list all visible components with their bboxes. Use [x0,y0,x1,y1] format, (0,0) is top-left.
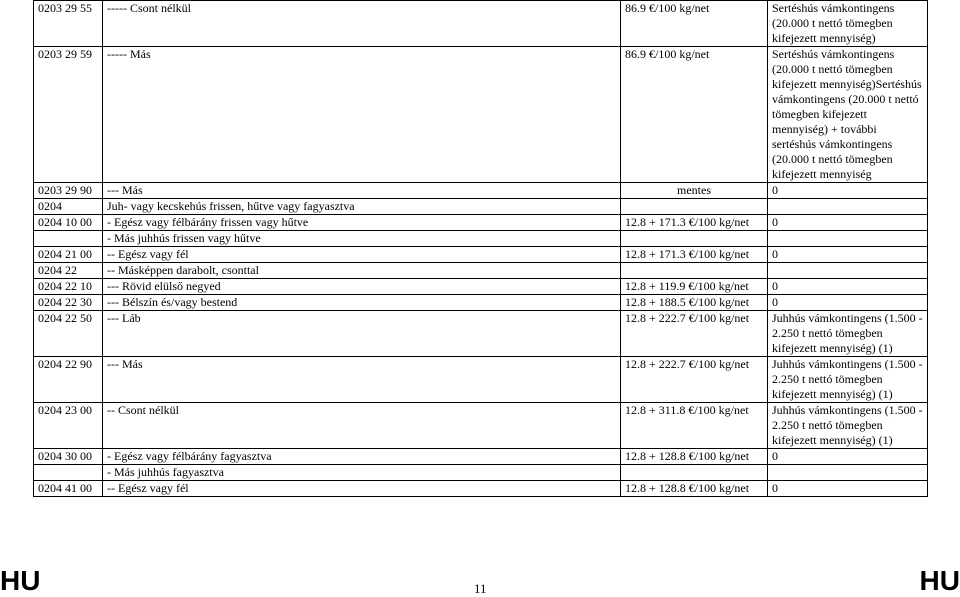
row-note: 0 [768,247,928,263]
table-row [34,183,928,199]
row-code: 0204 22 [34,263,103,279]
row-rate: 12.8 + 171.3 €/100 kg/net [621,215,768,231]
table-row [34,199,928,215]
row-rate: 86.9 €/100 kg/net [621,47,768,183]
row-code: 0203 29 55 [34,1,103,47]
row-description: - Más juhhús fagyasztva [103,465,621,481]
tariff-table [33,0,928,497]
tariff-table-body [34,1,928,497]
table-row [34,465,928,481]
table-row [34,231,928,247]
row-description: Juh- vagy kecskehús frissen, hűtve vagy fagyasztva [103,199,621,215]
row-note [768,231,928,247]
row-description: -- Egész vagy fél [103,481,621,497]
row-note: Sertéshús vámkontingens (20.000 t nettó tömegben kifejezett mennyiség) [768,1,928,47]
row-code [34,465,103,481]
row-code [34,231,103,247]
row-rate: 12.8 + 188.5 €/100 kg/net [621,295,768,311]
footer-country-label-right: HU [919,565,960,596]
footer-country-label-left: HU [0,565,41,596]
page-number: 11 [474,581,487,596]
row-note [768,263,928,279]
table-row [34,449,928,465]
row-description: ----- Csont nélkül [103,1,621,47]
row-note [768,465,928,481]
table-row [34,279,928,295]
row-code: 0204 30 00 [34,449,103,465]
row-code: 0204 22 10 [34,279,103,295]
row-code: 0204 22 30 [34,295,103,311]
row-rate: 12.8 + 128.8 €/100 kg/net [621,481,768,497]
table-row [34,481,928,497]
table-row [34,47,928,183]
row-description: - Egész vagy félbárány frissen vagy hűtve [103,215,621,231]
row-note: 0 [768,279,928,295]
row-description: --- Más [103,183,621,199]
table-row [34,403,928,449]
row-code: 0204 23 00 [34,403,103,449]
table-row [34,311,928,357]
row-code: 0204 22 90 [34,357,103,403]
row-description: --- Bélszín és/vagy bestend [103,295,621,311]
row-note: 0 [768,449,928,465]
row-note: 0 [768,295,928,311]
row-description: -- Csont nélkül [103,403,621,449]
row-rate: 86.9 €/100 kg/net [621,1,768,47]
row-description: - Egész vagy félbárány fagyasztva [103,449,621,465]
row-description: -- Másképpen darabolt, csonttal [103,263,621,279]
row-code: 0204 [34,199,103,215]
row-code: 0203 29 90 [34,183,103,199]
row-rate [621,199,768,215]
row-note: Sertéshús vámkontingens (20.000 t nettó tömegben kifejezett mennyiség)Sertéshús vámkontingens (20.000 t nettó tömegben kifejezett mennyiség) + további sertéshús vámkontingens (20.000 t nettó tömegben kifejezett mennyiség [768,47,928,183]
row-description: ----- Más [103,47,621,183]
row-code: 0204 22 50 [34,311,103,357]
row-rate: 12.8 + 128.8 €/100 kg/net [621,449,768,465]
table-row [34,357,928,403]
row-description: --- Más [103,357,621,403]
row-note: Juhhús vámkontingens (1.500 - 2.250 t nettó tömegben kifejezett mennyiség) (1) [768,357,928,403]
row-note: 0 [768,215,928,231]
row-rate: 12.8 + 222.7 €/100 kg/net [621,311,768,357]
row-note: Juhhús vámkontingens (1.500 - 2.250 t nettó tömegben kifejezett mennyiség) (1) [768,311,928,357]
table-row [34,247,928,263]
row-note: 0 [768,481,928,497]
table-row [34,1,928,47]
table-row [34,215,928,231]
row-rate: 12.8 + 311.8 €/100 kg/net [621,403,768,449]
table-row [34,263,928,279]
table-row [34,295,928,311]
row-code: 0204 21 00 [34,247,103,263]
row-rate [621,231,768,247]
row-note: 0 [768,183,928,199]
row-rate: 12.8 + 119.9 €/100 kg/net [621,279,768,295]
row-rate [621,263,768,279]
row-description: -- Egész vagy fél [103,247,621,263]
row-description: --- Láb [103,311,621,357]
row-rate [621,465,768,481]
row-note: Juhhús vámkontingens (1.500 - 2.250 t nettó tömegben kifejezett mennyiség) (1) [768,403,928,449]
row-rate: 12.8 + 222.7 €/100 kg/net [621,357,768,403]
row-code: 0204 10 00 [34,215,103,231]
row-rate: 12.8 + 171.3 €/100 kg/net [621,247,768,263]
row-note [768,199,928,215]
row-code: 0204 41 00 [34,481,103,497]
row-rate: mentes [621,183,768,199]
row-description: --- Rövid elülső negyed [103,279,621,295]
row-description: - Más juhhús frissen vagy hűtve [103,231,621,247]
row-code: 0203 29 59 [34,47,103,183]
